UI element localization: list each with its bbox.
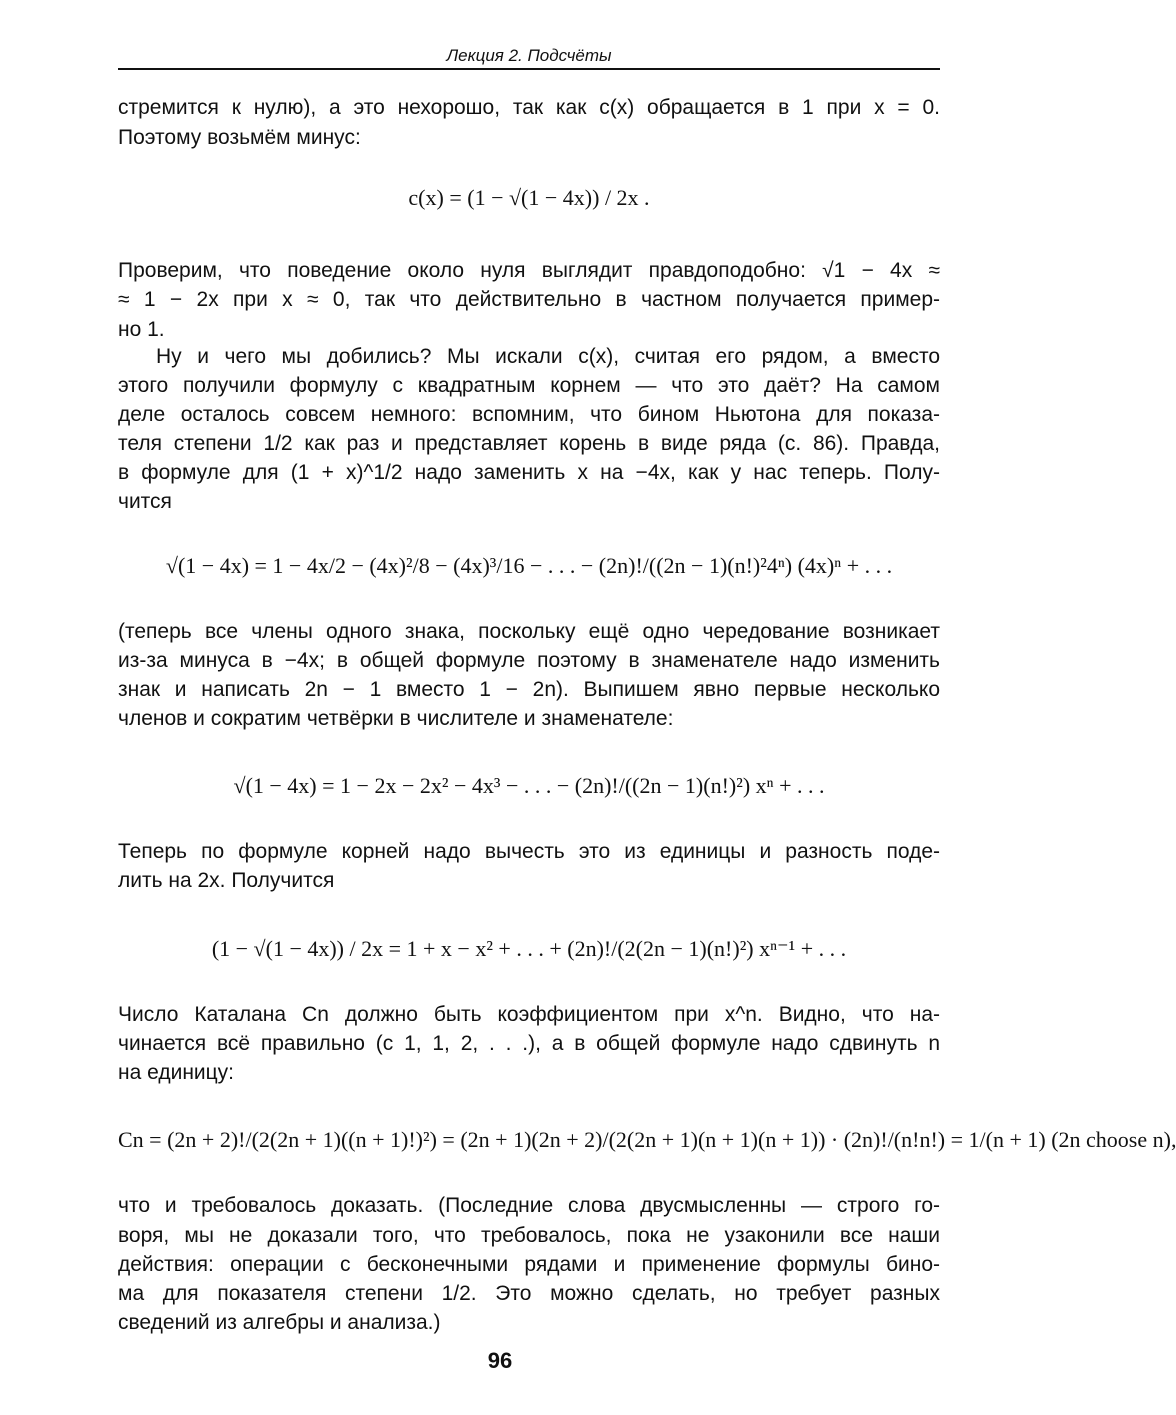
text-line: в формуле для (1 + x)^1/2 надо заменить x на −4x, как у нас теперь. Полу- <box>118 461 940 484</box>
text-line: (теперь все члены одного знака, поскольку ещё одно чередование возникает <box>118 620 940 643</box>
text-line: знак и написать 2n − 1 вместо 1 − 2n). Выпишем явно первые несколько <box>118 678 940 701</box>
formula-quotient-series: (1 − √(1 − 4x)) / 2x = 1 + x − x² + . . . + (2n)!/(2(2n − 1)(n!)²) xⁿ⁻¹ + . . . <box>211 936 847 961</box>
text-line: но 1. <box>118 318 165 341</box>
text-line: действия: операции с бесконечными рядами и применение формулы бино- <box>118 1253 940 1276</box>
text-line: чится <box>118 490 172 513</box>
text-line: членов и сократим четвёрки в числителе и знаменателе: <box>118 707 674 730</box>
text-line: Число Каталана Cn должно быть коэффициентом при x^n. Видно, что на- <box>118 1003 940 1026</box>
text-line: воря, мы не доказали того, что требовалось, пока не узаконили все наши <box>118 1224 940 1247</box>
text-line: лить на 2x. Получится <box>118 869 335 892</box>
paragraph-start: Ну и чего мы добились? Мы искали c(x), считая его рядом, а вместо <box>156 345 940 368</box>
text-line: теля степени 1/2 как раз и представляет корень в виде ряда (с. 86). Правда, <box>118 432 940 455</box>
text-line: Поэтому возьмём минус: <box>118 126 361 149</box>
text-line: из-за минуса в −4x; в общей формуле поэтому в знаменателе надо изменить <box>118 649 940 672</box>
text-line: на единицу: <box>118 1061 235 1084</box>
text-line: Теперь по формуле корней надо вычесть это из единицы и разность поде- <box>118 840 940 863</box>
formula-simplified-series: √(1 − 4x) = 1 − 2x − 2x² − 4x³ − . . . − (2n)!/((2n − 1)(n!)²) xⁿ + . . . <box>233 773 825 798</box>
page-number: 96 <box>487 1348 513 1373</box>
formula-c-of-x: c(x) = (1 − √(1 − 4x)) / 2x . <box>408 185 650 210</box>
running-header: Лекция 2. Подсчёты <box>118 44 940 70</box>
text-line: Проверим, что поведение около нуля выглядит правдоподобно: √1 − 4x ≈ <box>118 259 940 282</box>
text-line: сведений из алгебры и анализа.) <box>118 1311 441 1334</box>
text-line: что и требовалось доказать. (Последние слова двусмысленны — строго го- <box>118 1194 940 1217</box>
text-line: ≈ 1 − 2x при x ≈ 0, так что действительно в частном получается пример- <box>118 288 940 311</box>
text-line: стремится к нулю), а это нехорошо, так как c(x) обращается в 1 при x = 0. <box>118 96 940 119</box>
formula-catalan-number: Cn = (2n + 2)!/(2(2n + 1)((n + 1)!)²) = (2n + 1)(2n + 2)/(2(2n + 1)(n + 1)(n + 1)) · (2n)!/(n!n!) = 1/(n + 1) (2n choose n), <box>118 1127 1176 1152</box>
text-line: ма для показателя степени 1/2. Это можно сделать, но требует разных <box>118 1282 940 1305</box>
text-line: деле осталось совсем немного: вспомним, что бином Ньютона для показа- <box>118 403 940 426</box>
text-line: этого получили формулу с квадратным корнем — что это даёт? На самом <box>118 374 940 397</box>
formula-binomial-series: √(1 − 4x) = 1 − 4x/2 − (4x)²/8 − (4x)³/16 − . . . − (2n)!/((2n − 1)(n!)²4ⁿ) (4x)ⁿ + . . . <box>165 553 893 578</box>
text-line: чинается всё правильно (с 1, 1, 2, . . .), а в общей формуле надо сдвинуть n <box>118 1032 940 1055</box>
